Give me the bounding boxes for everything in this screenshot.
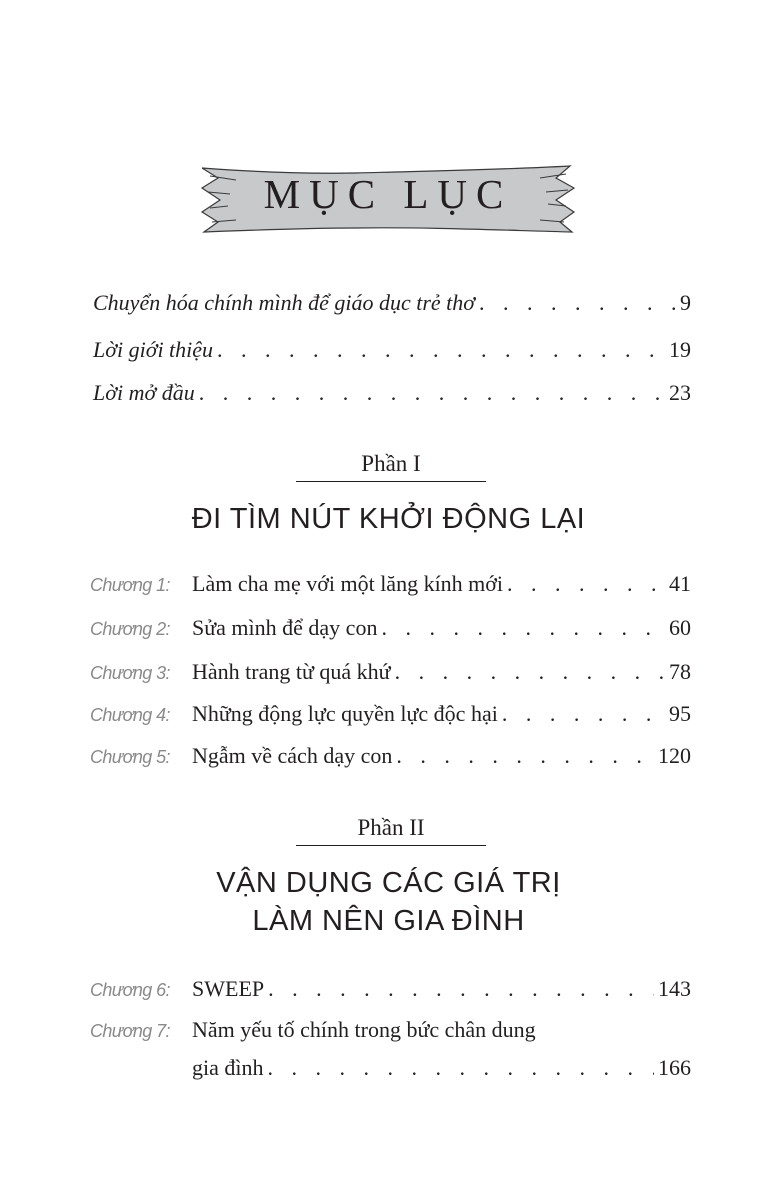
toc-entry[interactable]	[93, 290, 691, 316]
chapter-label: Chương 5:	[90, 747, 170, 767]
part-label: Phần II	[357, 815, 425, 840]
chapter-entry[interactable]	[90, 976, 691, 1002]
part-title-line-1: VẬN DỤNG CÁC GIÁ TRỊ	[216, 867, 561, 899]
part-underline	[296, 481, 486, 482]
page-number: 41	[669, 571, 691, 596]
entry-title: Chuyển hóa chính mình để giáo dục trẻ thơ	[93, 290, 476, 315]
page-number: 60	[669, 615, 691, 640]
chapter-label: Chương 2:	[90, 619, 170, 639]
entry-title-line-1: Năm yếu tố chính trong bức chân dung	[192, 1017, 536, 1042]
page-number: 143	[658, 976, 691, 1001]
dot-leader	[507, 571, 665, 597]
entry-title: Ngẫm về cách dạy con	[192, 743, 393, 768]
chapter-label: Chương 7:	[90, 1021, 170, 1041]
part-title-line-2: LÀM NÊN GIA ĐÌNH	[252, 905, 525, 937]
dot-leader	[479, 290, 676, 316]
chapter-label: Chương 6:	[90, 980, 170, 1000]
chapter-entry[interactable]	[90, 701, 691, 727]
page-number: 19	[669, 337, 691, 362]
dot-leader	[217, 337, 665, 363]
entry-title: Lời mở đầu	[93, 380, 195, 405]
page-title: MỤC LỤC	[263, 171, 513, 217]
chapter-entry[interactable]	[90, 659, 691, 685]
entry-title: Lời giới thiệu	[93, 337, 214, 362]
dot-leader	[268, 976, 654, 1002]
chapter-entry[interactable]	[90, 1017, 691, 1081]
chapter-entry[interactable]	[90, 571, 691, 597]
page-number: 166	[658, 1055, 691, 1080]
entry-title: Hành trang từ quá khứ	[192, 659, 391, 684]
toc-title-banner	[196, 156, 580, 238]
dot-leader	[268, 1055, 655, 1081]
chapter-entry[interactable]	[90, 743, 691, 769]
page-number: 120	[658, 743, 691, 768]
dot-leader	[395, 659, 665, 685]
page-number: 23	[669, 380, 691, 405]
page-number: 9	[680, 290, 691, 315]
part-title: ĐI TÌM NÚT KHỞI ĐỘNG LẠI	[191, 503, 586, 535]
entry-title-line-2: gia đình	[192, 1055, 264, 1080]
page-number: 95	[669, 701, 691, 726]
chapter-label: Chương 4:	[90, 705, 170, 725]
chapter-entry[interactable]	[90, 615, 691, 641]
entry-title: Những động lực quyền lực độc hại	[192, 701, 498, 726]
part-underline	[296, 845, 486, 846]
entry-title: Sửa mình để dạy con	[192, 615, 378, 640]
dot-leader	[396, 743, 654, 769]
dot-leader	[199, 380, 665, 406]
toc-entry[interactable]	[93, 380, 691, 406]
entry-title: Làm cha mẹ với một lăng kính mới	[192, 571, 504, 596]
part-label: Phần I	[361, 451, 421, 476]
entry-title: SWEEP	[192, 976, 265, 1001]
dot-leader	[502, 701, 665, 727]
page-number: 78	[669, 659, 691, 684]
chapter-label: Chương 1:	[90, 575, 170, 595]
toc-entry[interactable]	[93, 337, 691, 363]
dot-leader	[381, 615, 665, 641]
chapter-label: Chương 3:	[90, 663, 170, 683]
